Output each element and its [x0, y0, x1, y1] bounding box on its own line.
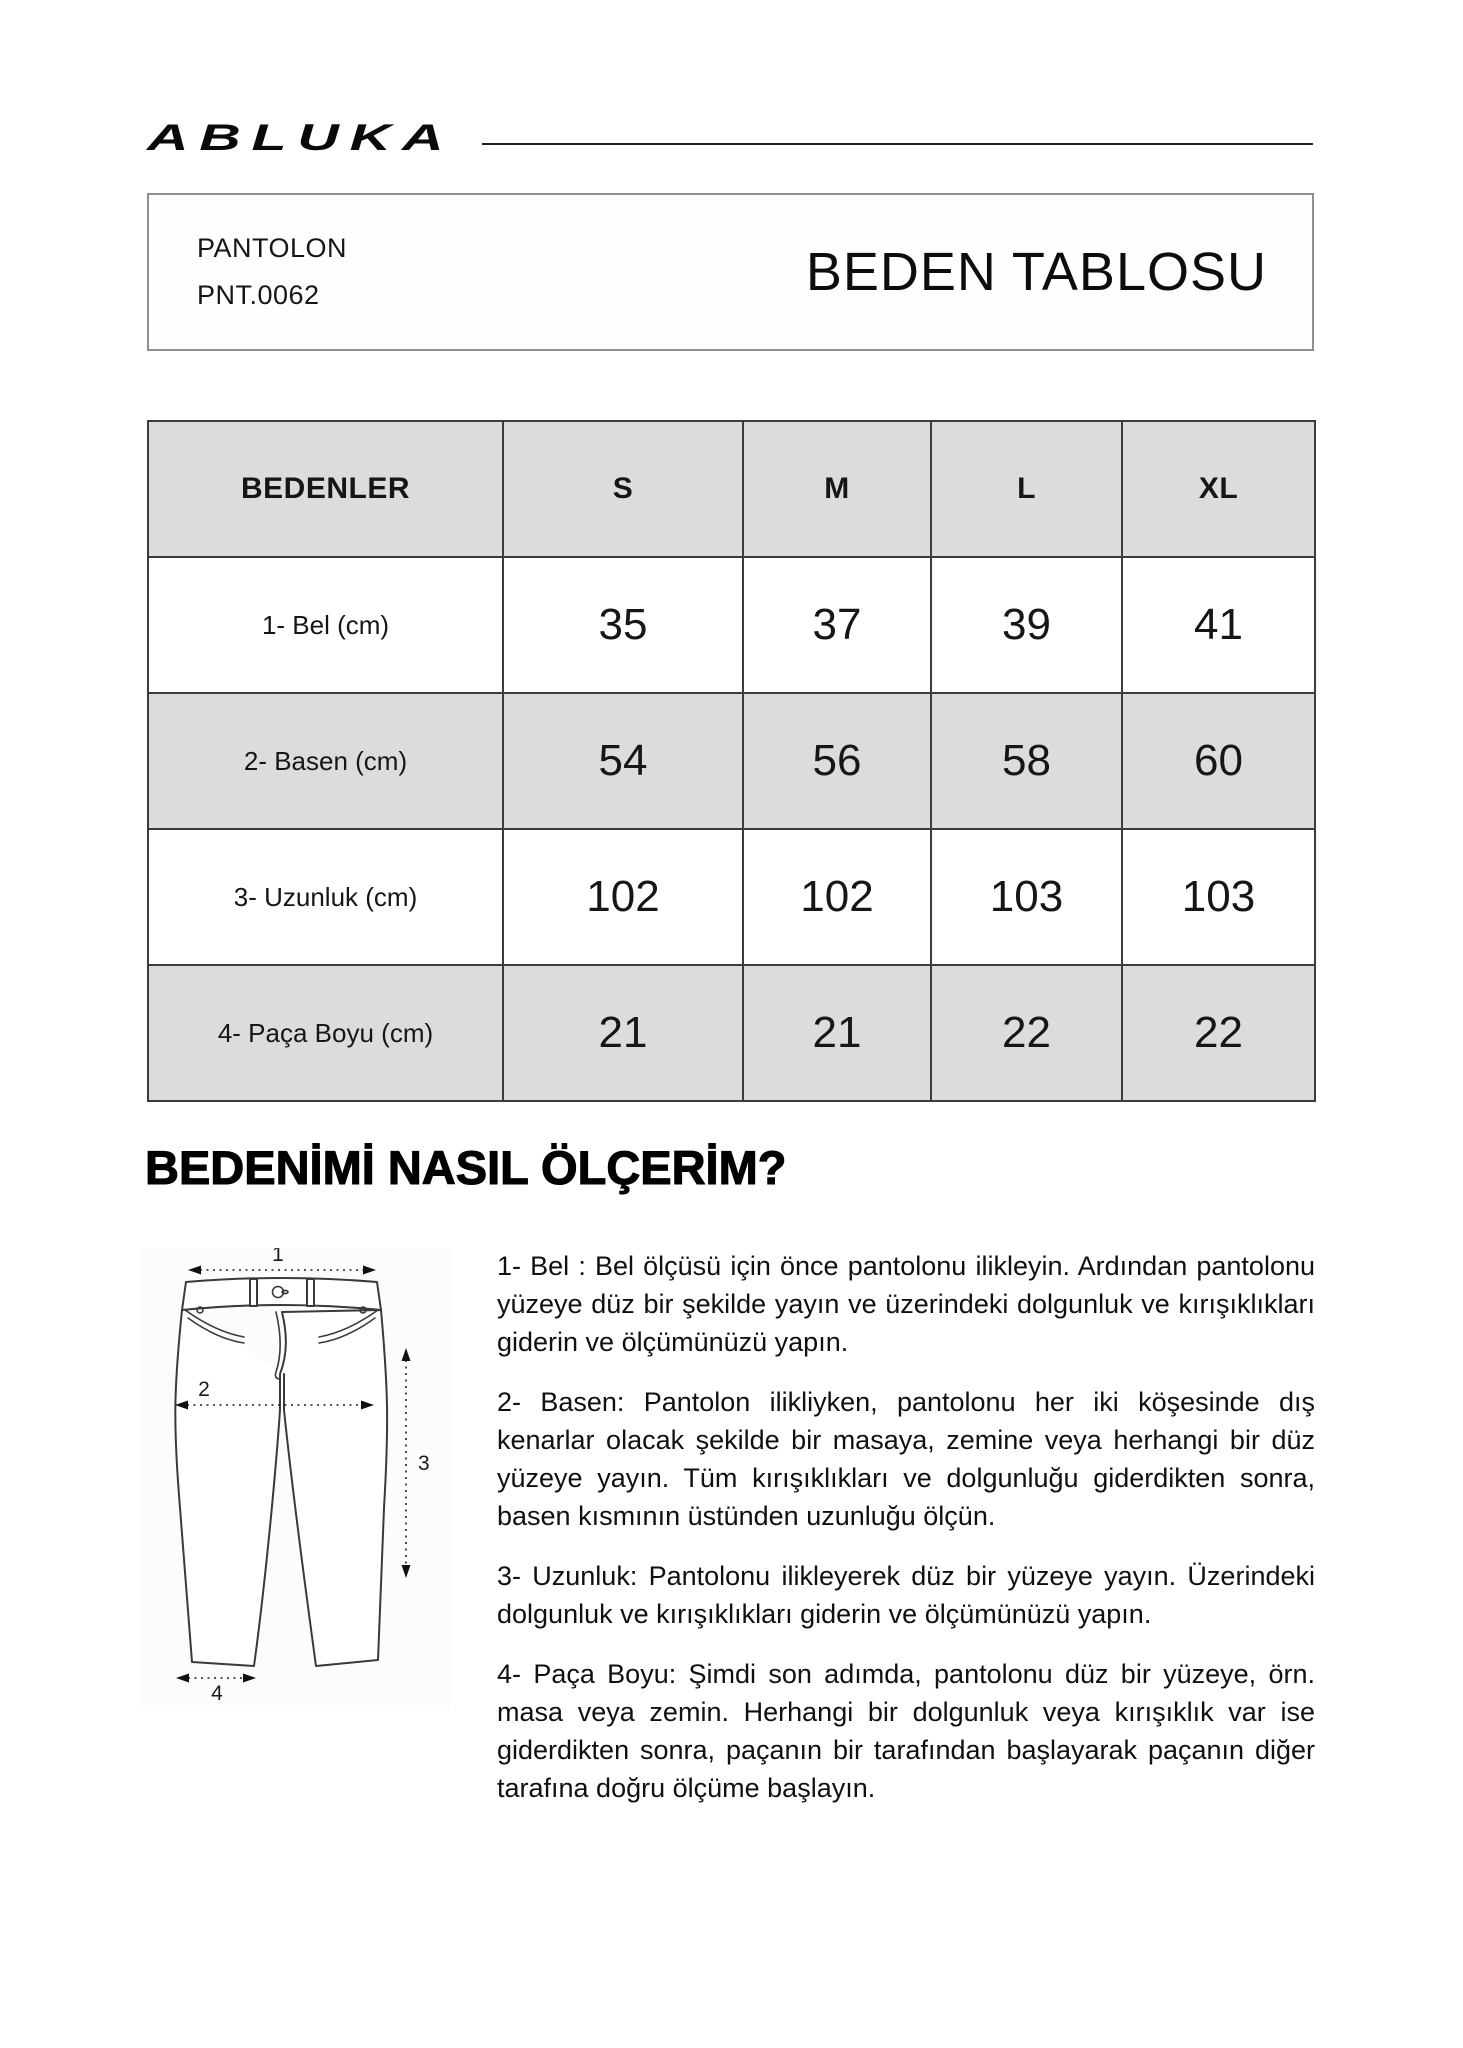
instruction-paragraph: 1- Bel : Bel ölçüsü için önce pantolonu ilikleyin. Ardından pantolonu yüzeye düz bir şekilde yayın ve üzerindeki dolgunluk ve kırışıklıkları giderin ve ölçümünüzü yapın. — [497, 1251, 1315, 1357]
column-header-xl: XL — [1122, 421, 1315, 557]
header-box — [147, 193, 1314, 351]
measure-label-cell: 2- Basen (cm) — [148, 693, 503, 829]
size-value-cell: 60 — [1122, 693, 1315, 829]
measure-2-label: 2 — [198, 1378, 210, 1401]
product-info — [197, 225, 347, 319]
size-value-cell: 39 — [931, 557, 1122, 693]
product-code: PNT.0062 — [197, 280, 320, 310]
measure-label-cell: 1- Bel (cm) — [148, 557, 503, 693]
size-value-cell: 21 — [503, 965, 743, 1101]
size-value-cell: 22 — [1122, 965, 1315, 1101]
size-value-cell: 102 — [503, 829, 743, 965]
instruction-paragraph: 3- Uzunluk: Pantolonu ilikleyerek düz bir yüzeye yayın. Üzerindeki dolgunluk ve kırışıklıkları giderin ve ölçümünüzü yapın. — [497, 1561, 1315, 1629]
size-value-cell: 56 — [743, 693, 931, 829]
table-row — [148, 693, 1315, 829]
measurement-instructions — [497, 1247, 1315, 1829]
page-title: BEDEN TABLOSU — [805, 242, 1267, 302]
header-divider-line — [482, 143, 1313, 145]
instruction-paragraph: 2- Basen: Pantolon ilikliyken, pantolonu her iki köşesinde dış kenarlar olacak şekilde bir masaya, zemine veya herhangi bir düz yüzeye yayın. Tüm kırışıklıkları ve dolgunluğu giderdikten sonra, basen kısmının üstünden uzunluğu ölçün. — [497, 1387, 1315, 1531]
pants-drawing — [138, 1248, 450, 1710]
table-row — [148, 965, 1315, 1101]
instruction-paragraph: 4- Paça Boyu: Şimdi son adımda, pantolonu düz bir yüzeye, örn. masa veya zemin. Herhangi bir dolgunluk veya kırışıklık var ise giderdikten sonra, paçanın bir tarafından başlayarak paçanın diğer tarafına doğru ölçüme başlayın. — [497, 1659, 1315, 1803]
measure-3-label: 3 — [418, 1452, 430, 1475]
size-table — [147, 420, 1316, 1102]
measure-4-label: 4 — [211, 1682, 223, 1705]
size-value-cell: 102 — [743, 829, 931, 965]
size-value-cell: 21 — [743, 965, 931, 1101]
column-header-bedenler: BEDENLER — [148, 421, 503, 557]
size-value-cell: 22 — [931, 965, 1122, 1101]
product-type: PANTOLON — [197, 233, 348, 263]
table-row — [148, 557, 1315, 693]
column-header-m: M — [743, 421, 931, 557]
pants-measurement-diagram — [138, 1248, 450, 1710]
measure-label-cell: 3- Uzunluk (cm) — [148, 829, 503, 965]
column-header-l: L — [931, 421, 1122, 557]
size-value-cell: 37 — [743, 557, 931, 693]
column-header-s: S — [503, 421, 743, 557]
size-value-cell: 41 — [1122, 557, 1315, 693]
size-value-cell: 58 — [931, 693, 1122, 829]
section-heading: BEDENİMİ NASIL ÖLÇERİM? — [145, 1141, 787, 1194]
size-value-cell: 54 — [503, 693, 743, 829]
measure-label-cell: 4- Paça Boyu (cm) — [148, 965, 503, 1101]
table-row — [148, 829, 1315, 965]
table-header-row — [148, 421, 1315, 557]
size-value-cell: 103 — [931, 829, 1122, 965]
size-value-cell: 103 — [1122, 829, 1315, 965]
size-value-cell: 35 — [503, 557, 743, 693]
measure-1-label: 1 — [272, 1248, 284, 1266]
brand-logo: ABLUKA — [147, 117, 455, 158]
